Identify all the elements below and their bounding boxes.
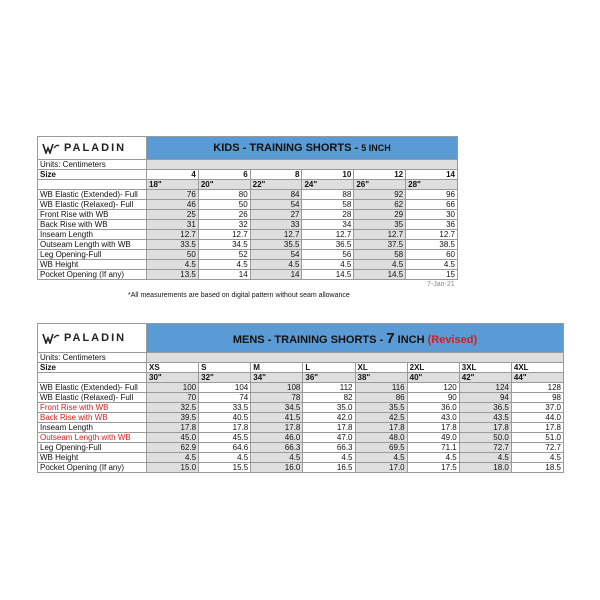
- kids-size-chart: [37, 136, 458, 280]
- measurement-value: 18.0: [459, 463, 511, 473]
- measurement-value: 39.5: [147, 413, 199, 423]
- measurement-row: [38, 383, 564, 393]
- mens-size-header: XS: [147, 363, 199, 373]
- measurement-value: 4.5: [355, 453, 407, 463]
- measurement-row: [38, 270, 458, 280]
- measurement-value: 41.5: [251, 413, 303, 423]
- measurement-value: 18.5: [511, 463, 563, 473]
- measurement-value: 42.0: [303, 413, 355, 423]
- mens-size-header: XL: [355, 363, 407, 373]
- measurement-value: 52: [198, 250, 250, 260]
- measurement-value: 17.8: [251, 423, 303, 433]
- measurement-value: 4.5: [199, 453, 251, 463]
- measurement-value: 17.8: [303, 423, 355, 433]
- mens-size-header: S: [199, 363, 251, 373]
- measurement-row: [38, 413, 564, 423]
- measurement-row: [38, 190, 458, 200]
- measurement-value: 17.8: [407, 423, 459, 433]
- measurement-row: [38, 463, 564, 473]
- measurement-value: 66.3: [303, 443, 355, 453]
- mens-waist-header: 32": [199, 373, 251, 383]
- measurement-value: 120: [407, 383, 459, 393]
- measurement-value: 13.5: [147, 270, 199, 280]
- mens-waist-header: 40": [407, 373, 459, 383]
- measurement-value: 17.0: [355, 463, 407, 473]
- measurement-value: 12.7: [147, 230, 199, 240]
- measurement-value: 16.0: [251, 463, 303, 473]
- measurement-value: 12.7: [302, 230, 354, 240]
- measurement-value: 58: [354, 250, 406, 260]
- mens-size-header: M: [251, 363, 303, 373]
- measurement-row: [38, 230, 458, 240]
- kids-title-banner: [147, 137, 458, 160]
- kids-waist-label-blank: [38, 180, 147, 190]
- measurement-value: 49.0: [407, 433, 459, 443]
- measurement-value: 15.5: [199, 463, 251, 473]
- mens-waist-header: 36": [303, 373, 355, 383]
- measurement-label: Leg Opening-Full: [38, 443, 147, 453]
- measurement-value: 43.5: [459, 413, 511, 423]
- measurement-row: [38, 423, 564, 433]
- measurement-label: WB Elastic (Relaxed)- Full: [38, 393, 147, 403]
- measurement-value: 64.6: [199, 443, 251, 453]
- mens-size-chart: [37, 323, 564, 473]
- kids-units: Units: Centimeters: [38, 160, 147, 170]
- measurement-label: Front Rise with WB: [38, 403, 147, 413]
- measurement-value: 45.5: [199, 433, 251, 443]
- measurement-value: 12.7: [250, 230, 302, 240]
- measurement-value: 92: [354, 190, 406, 200]
- mens-size-label: Size: [38, 363, 147, 373]
- measurement-value: 29: [354, 210, 406, 220]
- measurement-value: 90: [407, 393, 459, 403]
- measurement-value: 37.5: [354, 240, 406, 250]
- measurement-value: 76: [147, 190, 199, 200]
- measurement-value: 36: [406, 220, 458, 230]
- measurement-value: 12.7: [406, 230, 458, 240]
- measurement-label: Inseam Length: [38, 423, 147, 433]
- mens-waist-header: 38": [355, 373, 407, 383]
- measurement-value: 72.7: [511, 443, 563, 453]
- measurement-value: 62: [354, 200, 406, 210]
- measurement-value: 4.5: [406, 260, 458, 270]
- mens-waist-header: 34": [251, 373, 303, 383]
- measurement-value: 35: [354, 220, 406, 230]
- measurement-value: 66: [406, 200, 458, 210]
- measurement-label: WB Elastic (Extended)- Full: [38, 190, 147, 200]
- measurement-value: 98: [511, 393, 563, 403]
- measurement-value: 38.5: [406, 240, 458, 250]
- measurement-label: WB Elastic (Relaxed)- Full: [38, 200, 147, 210]
- kids-title-inch: 5 INCH: [361, 142, 391, 153]
- mens-size-header: 4XL: [511, 363, 563, 373]
- measurement-value: 36.5: [459, 403, 511, 413]
- measurement-value: 124: [459, 383, 511, 393]
- measurement-value: 32: [198, 220, 250, 230]
- measurement-value: 62.9: [147, 443, 199, 453]
- measurement-label: WB Height: [38, 260, 147, 270]
- kids-waist-header: 20": [198, 180, 250, 190]
- measurement-value: 26: [198, 210, 250, 220]
- measurement-value: 36.5: [302, 240, 354, 250]
- measurement-value: 45.0: [147, 433, 199, 443]
- mens-waist-header: 44": [511, 373, 563, 383]
- measurement-value: 112: [303, 383, 355, 393]
- measurement-row: [38, 443, 564, 453]
- kids-size-header: 12: [354, 170, 406, 180]
- measurement-value: 34: [302, 220, 354, 230]
- measurement-value: 35.0: [303, 403, 355, 413]
- measurement-value: 86: [355, 393, 407, 403]
- measurement-value: 4.5: [198, 260, 250, 270]
- mens-title-revised: (Revised): [427, 333, 478, 346]
- measurement-value: 4.5: [147, 260, 199, 270]
- measurement-value: 54: [250, 200, 302, 210]
- kids-waist-header: 26": [354, 180, 406, 190]
- measurement-value: 17.5: [407, 463, 459, 473]
- measurement-value: 14.5: [302, 270, 354, 280]
- mens-units-filler: [147, 353, 564, 363]
- measurement-value: 15.0: [147, 463, 199, 473]
- measurement-value: 88: [302, 190, 354, 200]
- measurement-value: 50.0: [459, 433, 511, 443]
- measurement-value: 37.0: [511, 403, 563, 413]
- measurement-value: 43.0: [407, 413, 459, 423]
- measurement-row: [38, 453, 564, 463]
- measurement-row: [38, 433, 564, 443]
- measurement-label: Inseam Length: [38, 230, 147, 240]
- measurement-value: 4.5: [354, 260, 406, 270]
- measurement-value: 54: [250, 250, 302, 260]
- measurement-value: 31: [147, 220, 199, 230]
- measurement-label: WB Elastic (Extended)- Full: [38, 383, 147, 393]
- kids-waist-header: 24": [302, 180, 354, 190]
- measurement-value: 12.7: [354, 230, 406, 240]
- measurement-value: 4.5: [459, 453, 511, 463]
- measurement-value: 4.5: [303, 453, 355, 463]
- measurement-row: [38, 403, 564, 413]
- measurement-value: 84: [250, 190, 302, 200]
- measurement-value: 25: [147, 210, 199, 220]
- measurement-value: 51.0: [511, 433, 563, 443]
- measurement-value: 15: [406, 270, 458, 280]
- kids-size-label: Size: [38, 170, 147, 180]
- mens-waist-header: 30": [147, 373, 199, 383]
- measurement-value: 17.8: [511, 423, 563, 433]
- measurement-value: 14.5: [354, 270, 406, 280]
- measurement-value: 14: [250, 270, 302, 280]
- measurement-value: 50: [198, 200, 250, 210]
- mens-title-banner: [147, 324, 564, 353]
- measurement-value: 4.5: [407, 453, 459, 463]
- measurement-value: 4.5: [147, 453, 199, 463]
- measurement-value: 16.5: [303, 463, 355, 473]
- mens-waist-label-blank: [38, 373, 147, 383]
- measurement-value: 72.7: [459, 443, 511, 453]
- mens-size-header: L: [303, 363, 355, 373]
- kids-title: KIDS - TRAINING SHORTS -: [213, 141, 362, 154]
- mens-units: Units: Centimeters: [38, 353, 147, 363]
- kids-logo-cell: [38, 137, 147, 160]
- paladin-mark-icon: [42, 332, 60, 344]
- measurement-value: 4.5: [511, 453, 563, 463]
- measurement-row: [38, 220, 458, 230]
- measurement-label: Back Rise with WB: [38, 413, 147, 423]
- measurement-label: WB Height: [38, 453, 147, 463]
- measurement-row: [38, 240, 458, 250]
- measurement-value: 33.5: [147, 240, 199, 250]
- kids-size-header: 4: [147, 170, 199, 180]
- measurement-value: 42.5: [355, 413, 407, 423]
- measurement-row: [38, 250, 458, 260]
- measurement-value: 33.5: [199, 403, 251, 413]
- paladin-logo: [42, 142, 142, 154]
- measurement-value: 74: [199, 393, 251, 403]
- measurement-value: 4.5: [302, 260, 354, 270]
- measurement-value: 47.0: [303, 433, 355, 443]
- measurement-value: 78: [251, 393, 303, 403]
- brand-name: PALADIN: [64, 141, 127, 154]
- measurement-label: Pocket Opening (If any): [38, 463, 147, 473]
- measurement-value: 60: [406, 250, 458, 260]
- measurement-row: [38, 210, 458, 220]
- measurement-value: 40.5: [199, 413, 251, 423]
- measurement-value: 69.5: [355, 443, 407, 453]
- measurement-value: 4.5: [251, 453, 303, 463]
- measurement-value: 70: [147, 393, 199, 403]
- kids-waist-header: 22": [250, 180, 302, 190]
- mens-waist-header: 42": [459, 373, 511, 383]
- measurement-value: 34.5: [198, 240, 250, 250]
- paladin-logo: [42, 332, 142, 344]
- measurement-label: Pocket Opening (If any): [38, 270, 147, 280]
- mens-title-inch-number: 7: [386, 329, 395, 347]
- measurement-value: 17.8: [459, 423, 511, 433]
- measurement-value: 44.0: [511, 413, 563, 423]
- measurement-value: 104: [199, 383, 251, 393]
- kids-size-header: 10: [302, 170, 354, 180]
- measurement-value: 108: [251, 383, 303, 393]
- measurement-value: 80: [198, 190, 250, 200]
- kids-date: 7-Jan-21: [427, 281, 455, 288]
- measurement-value: 4.5: [250, 260, 302, 270]
- measurement-value: 27: [250, 210, 302, 220]
- measurement-value: 46: [147, 200, 199, 210]
- measurement-value: 36.0: [407, 403, 459, 413]
- measurement-value: 116: [355, 383, 407, 393]
- measurement-value: 66.3: [251, 443, 303, 453]
- mens-title: MENS - TRAINING SHORTS -: [232, 333, 387, 346]
- measurement-row: [38, 200, 458, 210]
- measurement-label: Back Rise with WB: [38, 220, 147, 230]
- brand-name: PALADIN: [64, 331, 127, 344]
- kids-waist-header: 28": [406, 180, 458, 190]
- measurement-value: 128: [511, 383, 563, 393]
- kids-size-header: 6: [198, 170, 250, 180]
- mens-size-header: 3XL: [459, 363, 511, 373]
- measurement-row: [38, 393, 564, 403]
- measurement-value: 82: [303, 393, 355, 403]
- seam-allowance-note: *All measurements are based on digital pattern without seam allowance: [128, 292, 350, 299]
- measurement-label: Outseam Length with WB: [38, 433, 147, 443]
- kids-size-header: 8: [250, 170, 302, 180]
- measurement-label: Outseam Length with WB: [38, 240, 147, 250]
- mens-size-header: 2XL: [407, 363, 459, 373]
- measurement-value: 46.0: [251, 433, 303, 443]
- mens-logo-cell: [38, 324, 147, 353]
- measurement-value: 14: [198, 270, 250, 280]
- measurement-value: 94: [459, 393, 511, 403]
- measurement-value: 30: [406, 210, 458, 220]
- measurement-value: 50: [147, 250, 199, 260]
- measurement-value: 71.1: [407, 443, 459, 453]
- measurement-value: 12.7: [198, 230, 250, 240]
- measurement-value: 32.5: [147, 403, 199, 413]
- measurement-value: 33: [250, 220, 302, 230]
- measurement-value: 17.8: [355, 423, 407, 433]
- measurement-label: Front Rise with WB: [38, 210, 147, 220]
- measurement-value: 100: [147, 383, 199, 393]
- measurement-value: 48.0: [355, 433, 407, 443]
- measurement-label: Leg Opening-Full: [38, 250, 147, 260]
- measurement-value: 96: [406, 190, 458, 200]
- measurement-value: 17.8: [147, 423, 199, 433]
- paladin-mark-icon: [42, 142, 60, 154]
- measurement-value: 28: [302, 210, 354, 220]
- measurement-value: 58: [302, 200, 354, 210]
- kids-units-filler: [147, 160, 458, 170]
- measurement-row: [38, 260, 458, 270]
- measurement-value: 17.8: [199, 423, 251, 433]
- kids-waist-header: 18": [147, 180, 199, 190]
- measurement-value: 35.5: [355, 403, 407, 413]
- kids-size-header: 14: [406, 170, 458, 180]
- measurement-value: 35.5: [250, 240, 302, 250]
- measurement-value: 56: [302, 250, 354, 260]
- mens-title-inch: INCH: [394, 333, 428, 346]
- measurement-value: 34.5: [251, 403, 303, 413]
